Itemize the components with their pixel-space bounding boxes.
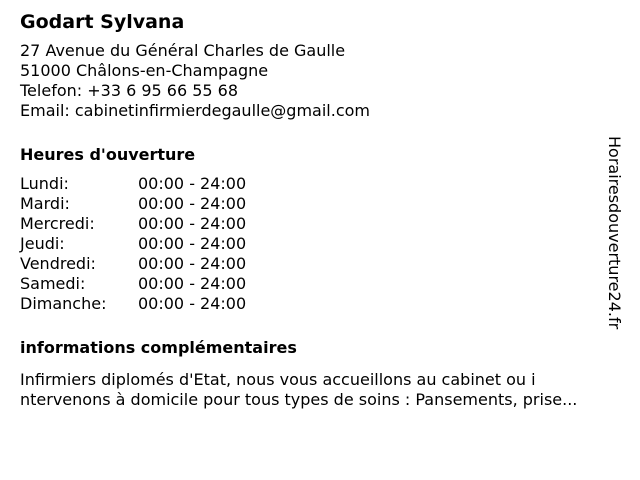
day-label: Samedi: (20, 274, 86, 293)
day-label: Jeudi: (20, 234, 65, 253)
site-watermark: Horairesdouverture24.fr (605, 136, 624, 330)
address-city: 51000 Châlons-en-Champagne (20, 61, 269, 80)
day-label: Vendredi: (20, 254, 96, 273)
time-range: 00:00 - 24:00 (138, 214, 247, 233)
address-street: 27 Avenue du Général Charles de Gaulle (20, 41, 346, 60)
time-range: 00:00 - 24:00 (138, 254, 247, 273)
hours-list (20, 174, 620, 314)
hours-row-monday (20, 174, 620, 194)
day-label: Mardi: (20, 194, 70, 213)
time-range: 00:00 - 24:00 (138, 274, 247, 293)
hours-heading: Heures d'ouverture (20, 145, 196, 164)
info-heading: informations complémentaires (20, 338, 297, 357)
time-range: 00:00 - 24:00 (138, 234, 247, 253)
hours-row-wednesday (20, 214, 620, 234)
hours-row-sunday (20, 294, 620, 314)
time-range: 00:00 - 24:00 (138, 174, 247, 193)
time-range: 00:00 - 24:00 (138, 194, 247, 213)
info-description (20, 370, 620, 410)
description-line: Infirmiers diplomés d'Etat, nous vous accueillons au cabinet ou i (20, 370, 536, 389)
day-label: Mercredi: (20, 214, 95, 233)
phone-line: Telefon: +33 6 95 66 55 68 (20, 81, 239, 100)
business-card (20, 10, 620, 410)
time-range: 00:00 - 24:00 (138, 294, 247, 313)
hours-row-saturday (20, 274, 620, 294)
day-label: Dimanche: (20, 294, 107, 313)
hours-row-thursday (20, 234, 620, 254)
hours-row-tuesday (20, 194, 620, 214)
hours-row-friday (20, 254, 620, 274)
business-name: Godart Sylvana (20, 11, 185, 33)
email-line: Email: cabinetinfirmierdegaulle@gmail.com (20, 101, 370, 120)
day-label: Lundi: (20, 174, 69, 193)
description-line: ntervenons à domicile pour tous types de soins : Pansements, prise... (20, 390, 578, 409)
